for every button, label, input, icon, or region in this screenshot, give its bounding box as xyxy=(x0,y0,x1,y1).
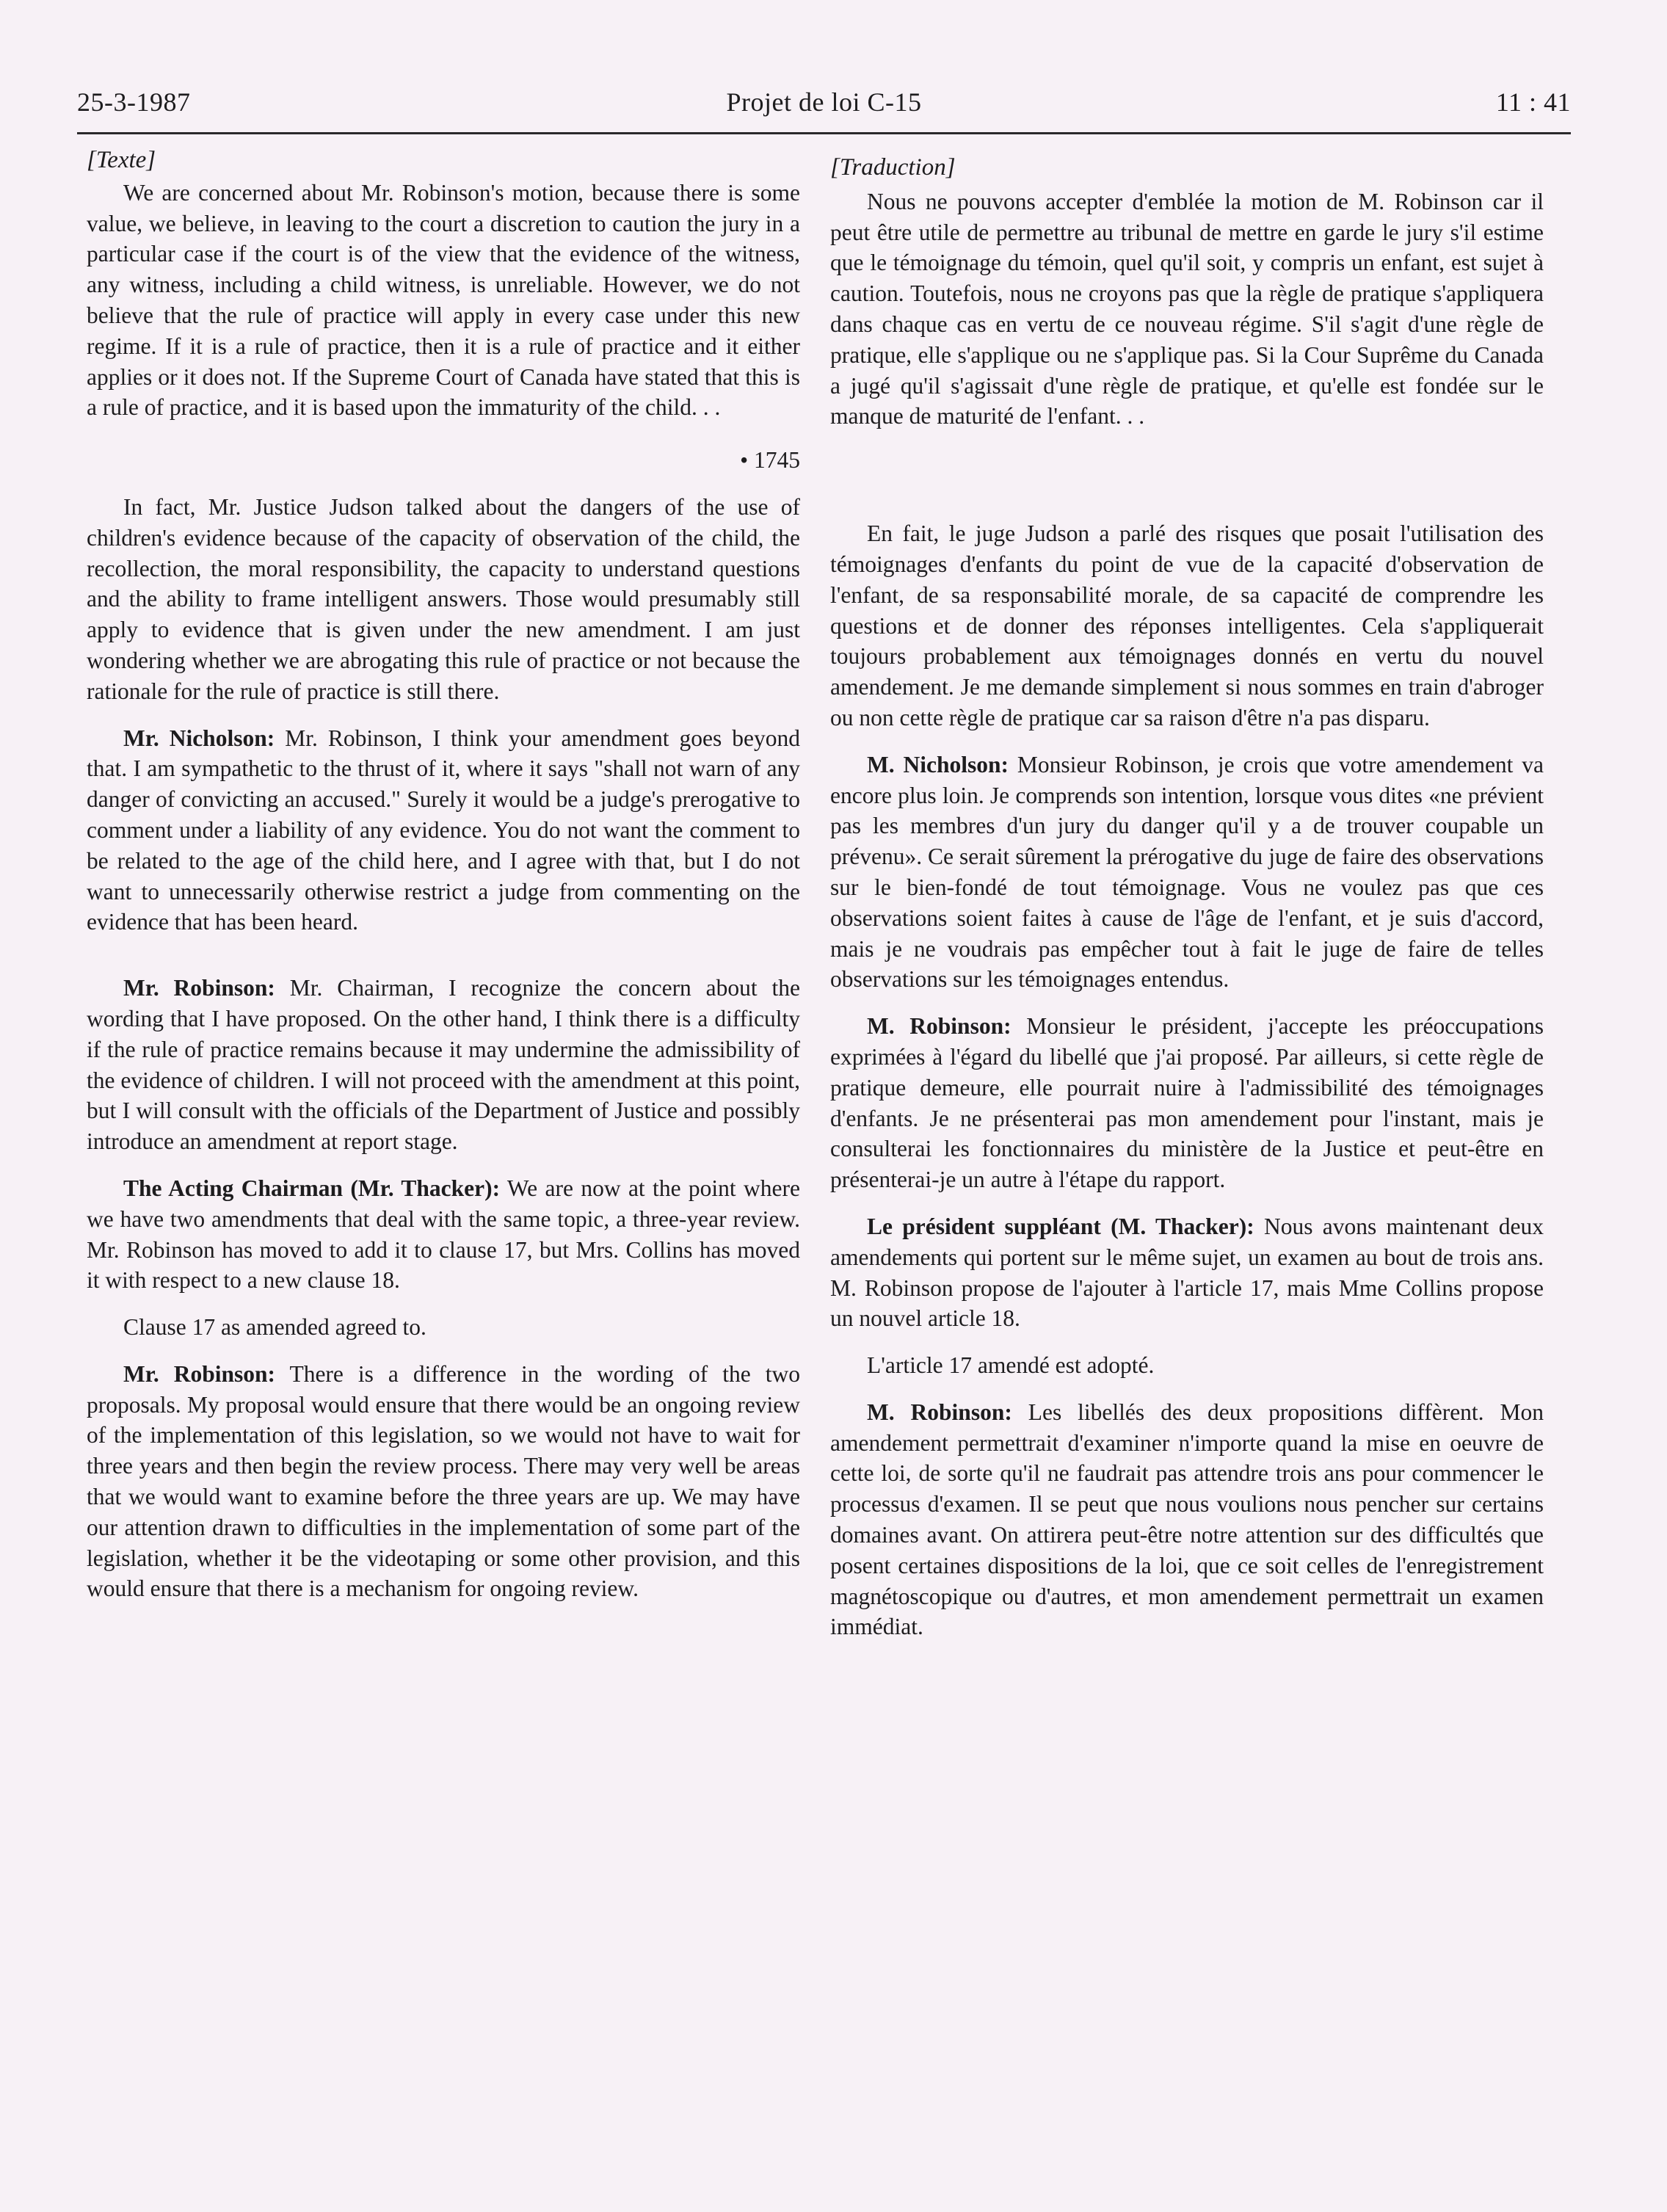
french-column xyxy=(830,145,1544,1658)
speaker-name: Mr. Robinson: xyxy=(123,975,275,1001)
speaker-name: Mr. Nicholson: xyxy=(123,725,275,751)
speech-text: Les libellés des deux propositions diffèrent. Mon amendement permettrait d'examiner n'importe quand la mise en oeuvre de cette loi, de sorte qu'il ne faudrait pas attendre trois ans pour commencer le processus d'examen. Il se peut que nous voulions nous pencher sur certains domaines avant. On attirera peut-être notre attention sur des difficultés que posent certaines dispositions de la loi, que ce soit celles de l'enregistrement magnétoscopique ou d'autres, et mon amendement permettrait un examen immédiat. xyxy=(830,1399,1544,1640)
speaker-name: M. Robinson: xyxy=(867,1013,1012,1040)
speech-text: Mr. Chairman, I recognize the concern about the wording that I have proposed. On the other hand, I think there is a difficulty if the rule of practice remains because it may undermine the admissibility of the evidence of children. I will not proceed with the amendment at this point, but I will consult with the officials of the Department of Justice and possibly introduce an amendment at report stage. xyxy=(87,975,800,1155)
time-stamp: • 1745 xyxy=(740,447,800,474)
header-page-number: 11 : 41 xyxy=(1495,87,1571,117)
header-title: Projet de loi C-15 xyxy=(726,87,922,117)
text-tag: [Texte] xyxy=(87,147,156,173)
paragraph: In fact, Mr. Justice Judson talked about the dangers of the use of children's evidence because of the capacity of observation of the child, the recollection, the moral responsibility, the capacity to understand questions and the ability to frame intelligent answers. Those would presumably still apply to evidence that is given under the new amendment. I am just wondering whether we are abrogating this rule of practice or not because the rationale for the rule of practice is still there. xyxy=(87,493,800,704)
speaker-name: M. Nicholson: xyxy=(867,751,1009,777)
paragraph xyxy=(830,1397,1544,1642)
paragraph xyxy=(87,1173,800,1296)
paragraph: We are concerned about Mr. Robinson's motion, because there is some value, we believe, in leaving to the court a discretion to caution the jury in a particular case if the court is of the view that the evidence of the witness, any witness, including a child witness, is unreliable. However, we do not believe that the rule of practice will apply in every case under this new regime. If it is a rule of practice, then it is a rule of practice and it either applies or it does not. If the Supreme Court of Canada have stated that this is a rule of practice, and it is based upon the immaturity of the child. . . xyxy=(87,179,800,421)
speech-text: Mr. Robinson, I think your amendment goes beyond that. I am sympathetic to the thrust of it, where it says "shall not warn of any danger of convicting an accused." Surely it would be a judge's prerogative to comment under a liability of any evidence. You do not want the comment to be related to the age of the child here, and I agree with that, but I do not want to unnecessarily otherwise restrict a judge from commenting on the evidence that has been heard. xyxy=(87,725,801,935)
speaker-name: Mr. Robinson: xyxy=(123,1360,276,1387)
speaker-name: The Acting Chairman (Mr. Thacker): xyxy=(123,1175,501,1201)
paragraph xyxy=(830,1211,1544,1334)
speech-text: We are now at the point where we have two amendments that deal with the same topic, a three-year review. Mr. Robinson has moved to add it to clause 17, but Mrs. Collins has moved it with respect to a new clause 18. xyxy=(87,1175,801,1294)
paragraph xyxy=(87,723,800,938)
speech-text: Nous avons maintenant deux amendements qui portent sur le même sujet, un examen au bout de trois ans. M. Robinson propose de l'ajouter à l'article 17, mais Mme Collins propose un nouvel article 18. xyxy=(830,1213,1544,1332)
paragraph xyxy=(830,1011,1544,1195)
paragraph: L'article 17 amendé est adopté. xyxy=(867,1352,1155,1379)
paragraph: Nous ne pouvons accepter d'emblée la motion de M. Robinson car il peut être utile de permettre au tribunal de mettre en garde le jury s'il estime que le témoignage du témoin, quel qu'il soit, y compris un enfant, est sujet à caution. Toutefois, nous ne croyons pas que la règle de pratique s'appliquera dans chaque cas en vertu de ce nouveau régime. S'il s'agit d'une règle de pratique, elle s'applique ou ne s'applique pas. Si la Cour Suprême du Canada a jugé qu'il s'agissait d'une règle de pratique, et qu'elle est fondée sur le manque de maturité de l'enfant. . . xyxy=(830,188,1544,429)
paragraph: En fait, le juge Judson a parlé des risques que posait l'utilisation des témoignages d'enfants du point de vue de la capacité d'observation de l'enfant, de sa responsabilité morale, de sa capacité de comprendre les questions et de donner des réponses intelligentes. Cela s'appliquerait toujours probablement aux témoignages donnés en vertu du nouvel amendement. Je me demande simplement si nous sommes en train d'abroger ou non cette règle de pratique car sa raison d'être n'a pas disparu. xyxy=(830,521,1544,730)
paragraph xyxy=(87,973,800,1157)
header-date: 25-3-1987 xyxy=(77,87,191,117)
speech-text: Monsieur Robinson, je crois que votre amendement va encore plus loin. Je comprends son intention, lorsque vous dites «ne prévient pas les membres d'un jury du danger qu'il y a de trouver coupable un prévenu». Ce serait sûrement la prérogative du juge de faire des observations sur le bien-fondé de tout témoignage. Vous ne voulez pas que ces observations soient faites à cause de l'âge de l'enfant, et je suis d'accord, mais je ne voudrais pas empêcher tout à fait le juge de faire de telles observations sur les témoignages entendus. xyxy=(830,751,1544,993)
paragraph xyxy=(87,1359,800,1604)
speech-text: Monsieur le président, j'accepte les préoccupations exprimées à l'égard du libellé que j'ai proposé. Par ailleurs, si cette règle de pratique demeure, elle pourrait nuire à l'admissibilité des témoignages d'enfants. Je ne présenterai pas mon amendement pour l'instant, mais je consulterai les fonctionnaires du ministère de la Justice et peut-être en présenterai-je un autre à l'étape du rapport. xyxy=(830,1013,1544,1193)
speaker-name: M. Robinson: xyxy=(867,1399,1012,1425)
paragraph: Clause 17 as amended agreed to. xyxy=(123,1314,426,1341)
speech-text: There is a difference in the wording of the two proposals. My proposal would ensure that there would be an ongoing review of the implementation of this legislation, so we would not have to wait for three years and then begin the review process. There may very well be areas that we would want to examine before the three years are up. We may have our attention drawn to difficulties in the implementation of some part of the legislation, whether it be the videotaping or some other provision, and this would ensure that there is a mechanism for ongoing review. xyxy=(87,1360,800,1602)
speaker-name: Le président suppléant (M. Thacker): xyxy=(867,1213,1254,1239)
translation-tag: [Traduction] xyxy=(830,154,956,181)
page-header xyxy=(77,84,1571,134)
english-column xyxy=(87,145,800,1620)
paragraph xyxy=(830,750,1544,995)
